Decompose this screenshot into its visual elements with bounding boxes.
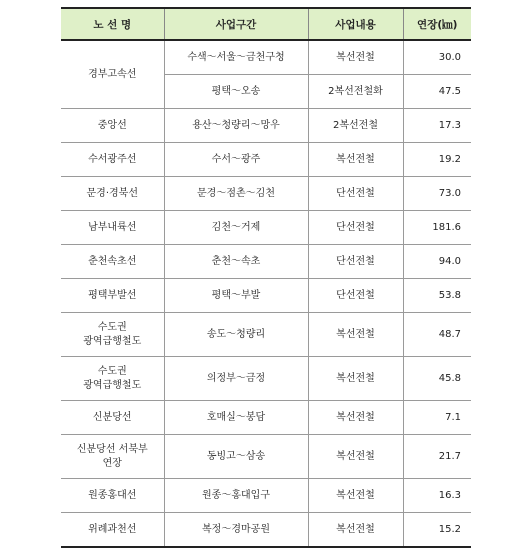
table-row xyxy=(61,143,471,177)
route-name-cell: 중앙선 xyxy=(61,109,164,143)
length-cell: 73.0 xyxy=(403,177,471,211)
content-cell: 복선전철 xyxy=(308,357,403,401)
route-name-cell: 남부내륙선 xyxy=(61,211,164,245)
length-cell: 53.8 xyxy=(403,279,471,313)
route-name-cell: 원종홍대선 xyxy=(61,479,164,513)
route-name-cell: 수서광주선 xyxy=(61,143,164,177)
header-content: 사업내용 xyxy=(308,8,403,40)
route-name-line: 수도권 xyxy=(97,365,127,377)
length-cell: 16.3 xyxy=(403,479,471,513)
length-cell: 17.3 xyxy=(403,109,471,143)
route-name-cell: 위례과천선 xyxy=(61,513,164,548)
route-name-line: 광역급행철도 xyxy=(83,379,142,391)
table-row xyxy=(61,513,471,548)
length-cell: 7.1 xyxy=(403,401,471,435)
route-name-cell: 문경·경북선 xyxy=(61,177,164,211)
section-cell: 평택～오송 xyxy=(164,75,308,109)
content-cell: 복선전철 xyxy=(308,479,403,513)
route-name-line: 광역급행철도 xyxy=(83,335,142,347)
content-cell: 단선전철 xyxy=(308,279,403,313)
header-section: 사업구간 xyxy=(164,8,308,40)
section-cell: 문경～점촌～김천 xyxy=(164,177,308,211)
section-cell: 용산～청량리～망우 xyxy=(164,109,308,143)
route-name-cell xyxy=(61,313,164,357)
route-table-container xyxy=(61,7,471,548)
section-cell: 김천～거제 xyxy=(164,211,308,245)
length-cell: 45.8 xyxy=(403,357,471,401)
section-cell: 복정～경마공원 xyxy=(164,513,308,548)
content-cell: 단선전철 xyxy=(308,245,403,279)
section-cell: 원종～홍대입구 xyxy=(164,479,308,513)
route-name-cell: 평택부발선 xyxy=(61,279,164,313)
length-cell: 47.5 xyxy=(403,75,471,109)
table-row xyxy=(61,279,471,313)
content-cell: 복선전철 xyxy=(308,40,403,75)
section-cell: 평택～부발 xyxy=(164,279,308,313)
content-cell: 복선전철 xyxy=(308,435,403,479)
section-cell: 송도～청량리 xyxy=(164,313,308,357)
header-route-name: 노 선 명 xyxy=(61,8,164,40)
route-name-line: 신분당선 서북부 xyxy=(76,443,148,455)
length-cell: 181.6 xyxy=(403,211,471,245)
table-row xyxy=(61,313,471,357)
section-cell: 동빙고～삼송 xyxy=(164,435,308,479)
length-cell: 30.0 xyxy=(403,40,471,75)
route-name-line: 수도권 xyxy=(97,321,127,333)
table-row xyxy=(61,211,471,245)
table-body xyxy=(61,40,471,547)
content-cell: 2복선전철화 xyxy=(308,75,403,109)
header-length: 연장(㎞) xyxy=(403,8,471,40)
table-row xyxy=(61,109,471,143)
length-cell: 19.2 xyxy=(403,143,471,177)
content-cell: 복선전철 xyxy=(308,401,403,435)
content-cell: 복선전철 xyxy=(308,143,403,177)
header-row xyxy=(61,8,471,40)
table-row xyxy=(61,357,471,401)
section-cell: 의정부～금정 xyxy=(164,357,308,401)
table-header xyxy=(61,8,471,40)
length-cell: 94.0 xyxy=(403,245,471,279)
railway-projects-table xyxy=(61,7,471,548)
route-name-cell xyxy=(61,357,164,401)
table-row xyxy=(61,479,471,513)
table-row xyxy=(61,401,471,435)
content-cell: 복선전철 xyxy=(308,313,403,357)
route-name-line: 연장 xyxy=(102,457,122,469)
route-name-cell: 신분당선 xyxy=(61,401,164,435)
table-row xyxy=(61,177,471,211)
content-cell: 단선전철 xyxy=(308,177,403,211)
content-cell: 단선전철 xyxy=(308,211,403,245)
table-row xyxy=(61,40,471,75)
content-cell: 복선전철 xyxy=(308,513,403,548)
length-cell: 48.7 xyxy=(403,313,471,357)
route-name-cell: 춘천속초선 xyxy=(61,245,164,279)
route-name-cell xyxy=(61,435,164,479)
table-row xyxy=(61,435,471,479)
content-cell: 2복선전철 xyxy=(308,109,403,143)
section-cell: 수색～서울～금천구청 xyxy=(164,40,308,75)
length-cell: 15.2 xyxy=(403,513,471,548)
table-row xyxy=(61,245,471,279)
length-cell: 21.7 xyxy=(403,435,471,479)
section-cell: 수서～광주 xyxy=(164,143,308,177)
section-cell: 호매실～봉담 xyxy=(164,401,308,435)
route-name-cell: 경부고속선 xyxy=(61,40,164,109)
section-cell: 춘천～속초 xyxy=(164,245,308,279)
